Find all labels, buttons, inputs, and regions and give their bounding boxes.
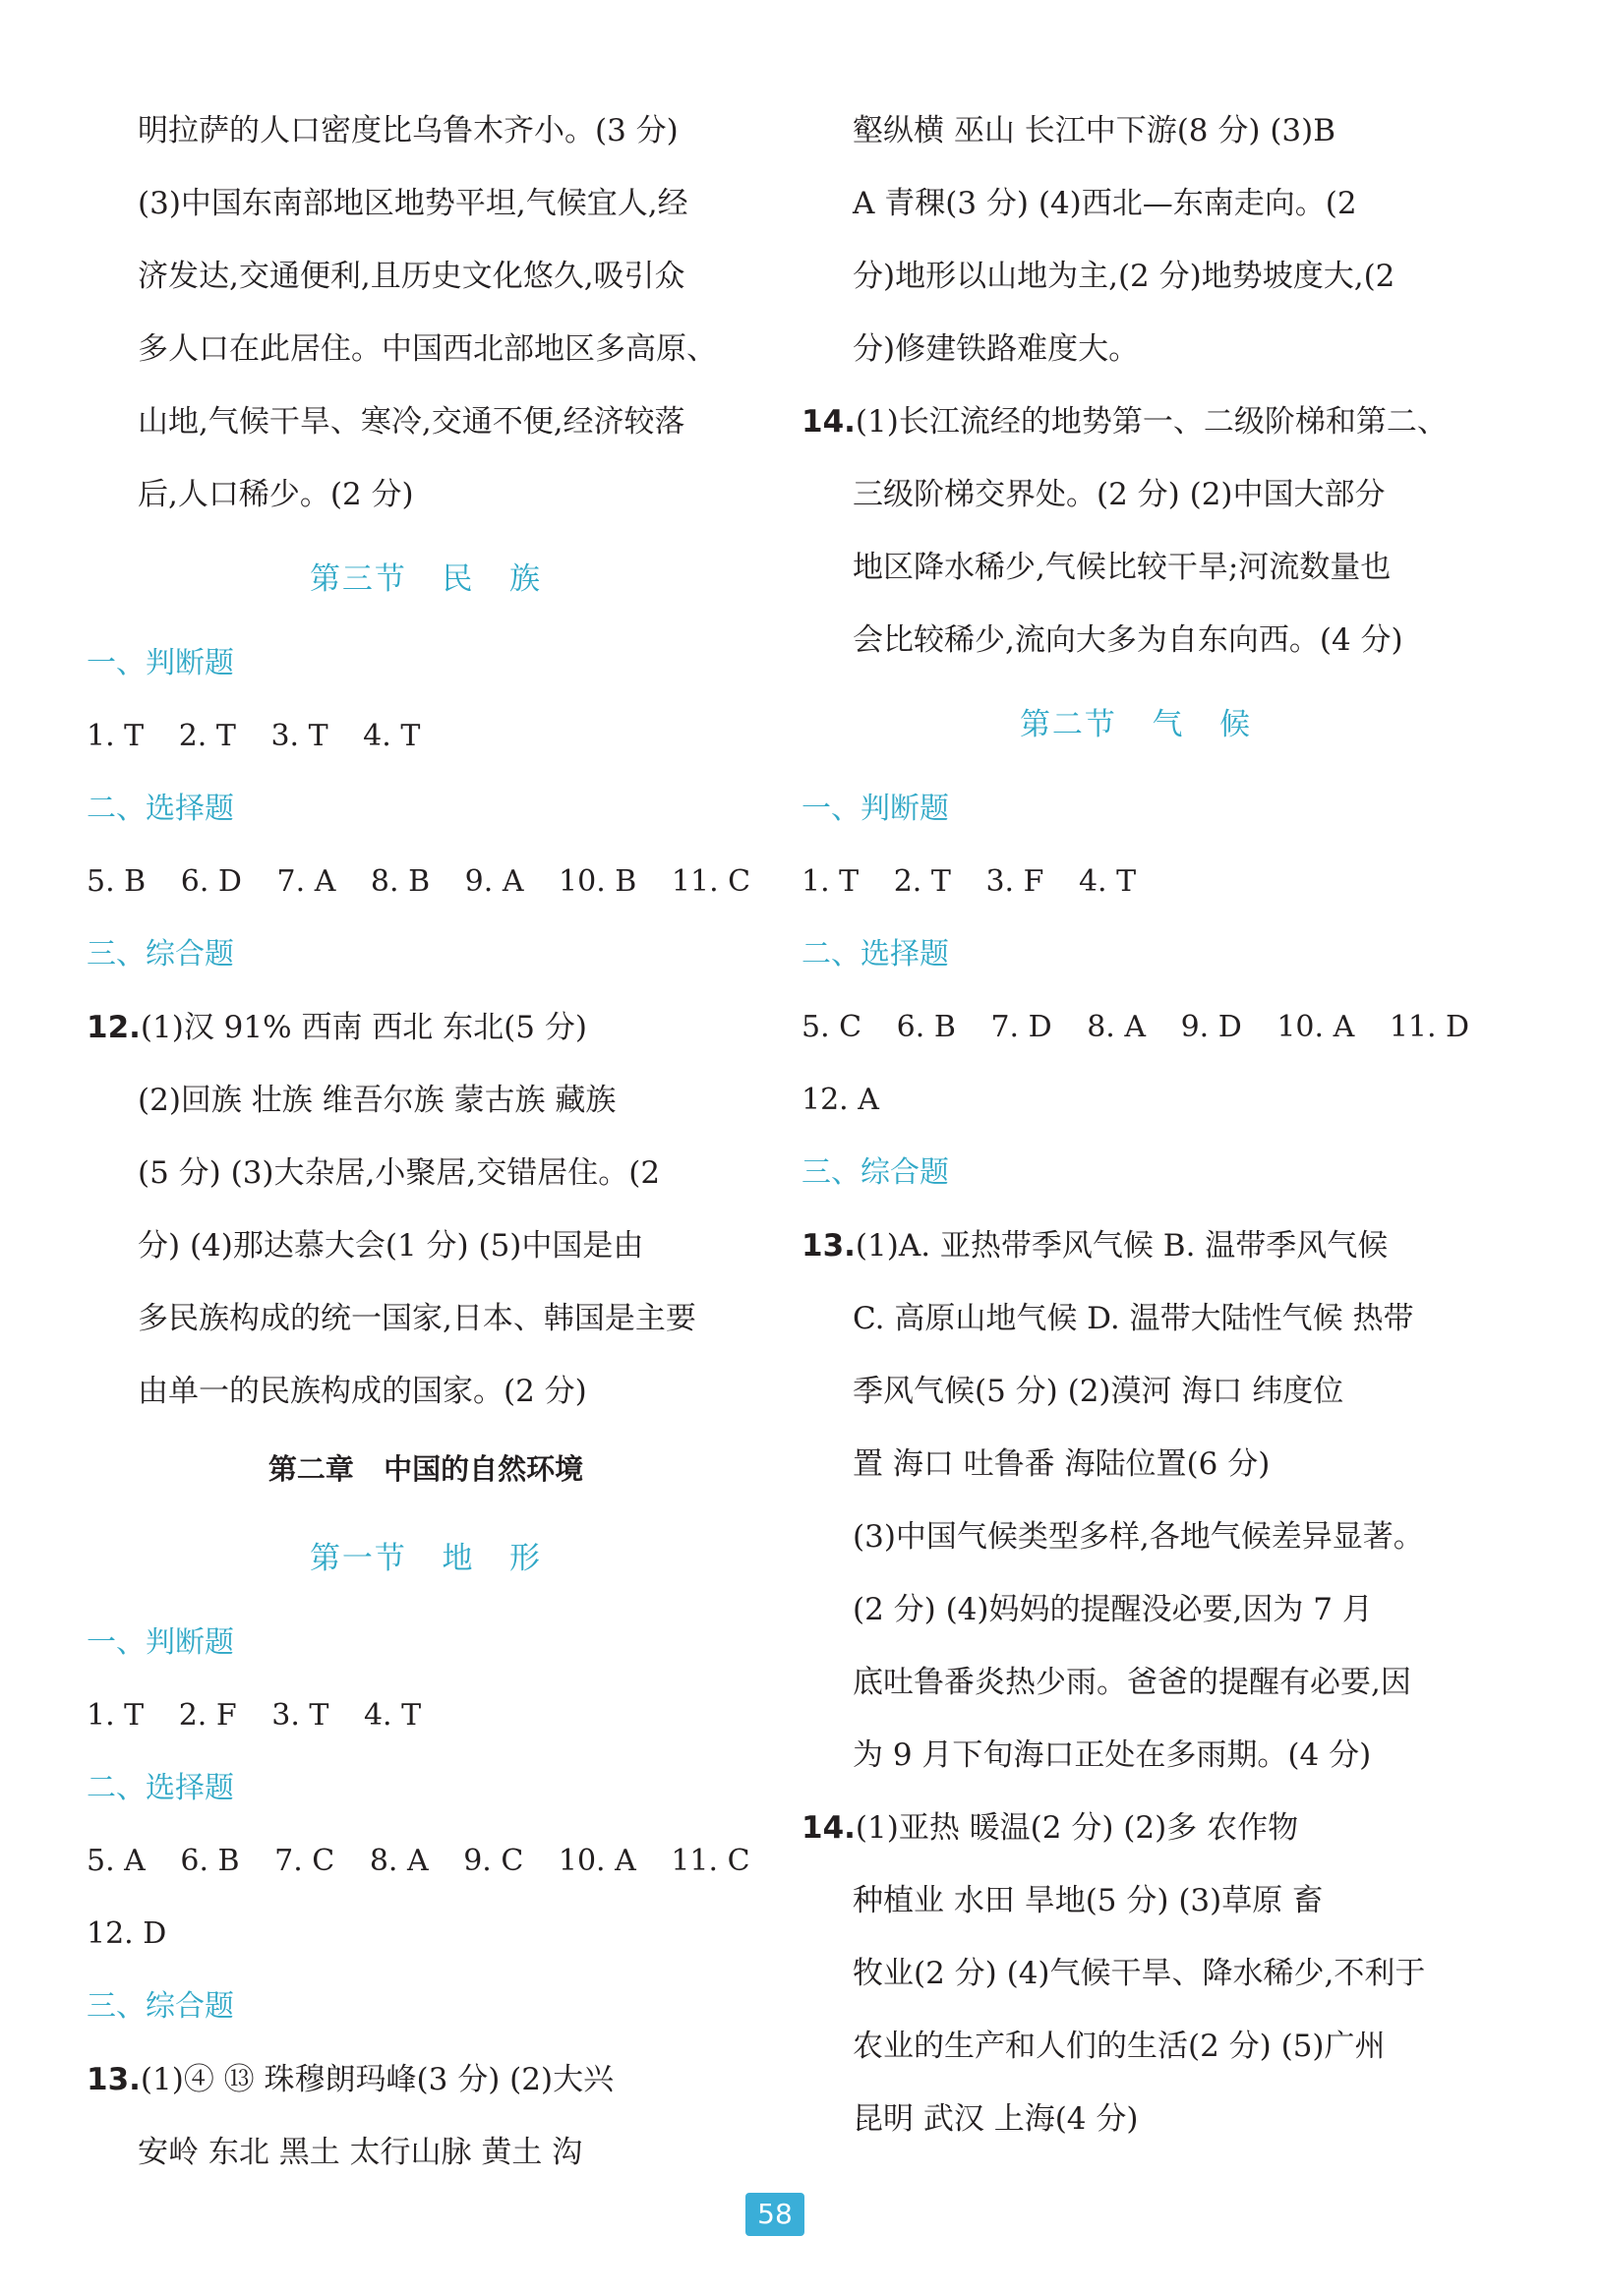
text-line: 置 海口 吐鲁番 海陆位置(6 分): [853, 1446, 1271, 1482]
text-line: (5 分) (3)大杂居,小聚居,交错居住。(2: [138, 1155, 661, 1191]
text-line: 后,人口稀少。(2 分): [138, 477, 414, 512]
question-number: 12.: [87, 1010, 141, 1045]
comprehensive-heading: 三、综合题: [801, 1155, 949, 1190]
text-line: (2 分) (4)妈妈的提醒没必要,因为 7 月: [853, 1592, 1373, 1627]
answer-item: 11. D: [1389, 1010, 1470, 1044]
text-line: 分)修建铁路难度大。: [853, 331, 1140, 367]
text-line: 分)地形以山地为主,(2 分)地势坡度大,(2: [853, 259, 1395, 294]
question-number: 13.: [87, 2062, 141, 2097]
answer-item: 9. C: [463, 1844, 524, 1878]
answer-item: 6. B: [180, 1844, 240, 1878]
answer-item: 2. F: [178, 1698, 237, 1733]
text-line: 农业的生产和人们的生活(2 分) (5)广州: [853, 2029, 1386, 2064]
text-line: 季风气候(5 分) (2)漠河 海口 纬度位: [853, 1374, 1344, 1409]
answer-item: 2. T: [893, 864, 951, 899]
text-line: 种植业 水田 旱地(5 分) (3)草原 畜: [853, 1883, 1324, 1918]
question-14-line: [801, 1792, 1470, 1864]
answer-item: 5. A: [87, 1844, 146, 1878]
answer-item: 1. T: [87, 719, 145, 753]
answer-item: 3. T: [271, 1698, 329, 1733]
choice-heading: 二、选择题: [801, 937, 949, 971]
answer-row: [801, 991, 1470, 1064]
answer-item: 3. T: [270, 719, 328, 753]
answer-row: [801, 1064, 1470, 1137]
text-line: 济发达,交通便利,且历史文化悠久,吸引众: [138, 259, 685, 294]
answer-item: 10. A: [1276, 1010, 1355, 1044]
answer-item: 7. A: [276, 864, 336, 899]
question-13-line: [801, 1209, 1470, 1282]
answer-item: 3. F: [985, 864, 1044, 899]
text-line: 安岭 东北 黑土 太行山脉 黄土 沟: [138, 2135, 583, 2170]
answer-row: [87, 1898, 765, 1971]
choice-heading: 二、选择题: [87, 792, 234, 826]
text-line: 三级阶梯交界处。(2 分) (2)中国大部分: [853, 477, 1386, 512]
answer-item: 4. T: [1078, 864, 1137, 899]
answer-item: 8. A: [1087, 1010, 1147, 1044]
answer-item: 10. B: [559, 864, 637, 899]
answer-item: 8. B: [370, 864, 431, 899]
text-line: 多人口在此居住。中国西北部地区多高原、: [138, 331, 717, 367]
question-12-line: [87, 991, 765, 1064]
section-title-terrain: 第一节 地 形: [309, 1541, 543, 1576]
question-number: 13.: [801, 1228, 856, 1264]
text-line: (2)回族 壮族 维吾尔族 蒙古族 藏族: [138, 1083, 617, 1118]
question-text: (1)长江流经的地势第一、二级阶梯和第二、: [855, 404, 1448, 440]
answer-item: 2. T: [178, 719, 236, 753]
question-13-line: [87, 2043, 765, 2116]
answer-row: [87, 1825, 765, 1898]
text-line: (3)中国东南部地区地势平坦,气候宜人,经: [138, 186, 688, 221]
answer-item: 11. C: [671, 864, 751, 899]
text-line: 会比较稀少,流向大多为自东向西。(4 分): [853, 622, 1403, 658]
answer-item: 10. A: [558, 1844, 636, 1878]
answer-item: 4. T: [363, 719, 421, 753]
answer-item: 7. C: [274, 1844, 335, 1878]
text-line: 牧业(2 分) (4)气候干旱、降水稀少,不利于: [853, 1956, 1426, 1991]
comprehensive-heading: 三、综合题: [87, 1989, 234, 2024]
text-line: 底吐鲁番炎热少雨。爸爸的提醒有必要,因: [853, 1665, 1411, 1700]
chapter-title: 第二章 中国的自然环境: [267, 1452, 584, 1486]
choice-heading: 二、选择题: [87, 1771, 234, 1805]
judge-heading: 一、判断题: [87, 1625, 234, 1660]
answer-item: 1. T: [801, 864, 860, 899]
question-text: (1)亚热 暖温(2 分) (2)多 农作物: [855, 1810, 1299, 1846]
section-title-climate: 第二节 气 候: [1019, 707, 1253, 742]
text-line: 多民族构成的统一国家,日本、韩国是主要: [138, 1301, 696, 1336]
answer-item: 11. C: [671, 1844, 750, 1878]
question-number: 14.: [801, 404, 856, 440]
text-line: 由单一的民族构成的国家。(2 分): [138, 1374, 587, 1409]
answer-item: 4. T: [363, 1698, 422, 1733]
section-title-ethnic: 第三节 民 族: [309, 561, 543, 597]
judge-heading: 一、判断题: [87, 646, 234, 680]
answer-item: 12. A: [801, 1083, 879, 1117]
answer-item: 6. D: [180, 864, 242, 899]
answer-item: 9. A: [464, 864, 524, 899]
answer-row: [87, 1679, 765, 1752]
answer-row: [801, 846, 1470, 918]
question-14-line: [801, 385, 1470, 458]
judge-heading: 一、判断题: [801, 792, 949, 826]
answer-item: 5. C: [801, 1010, 862, 1044]
text-line: (3)中国气候类型多样,各地气候差异显著。: [853, 1519, 1424, 1555]
answer-item: 5. B: [87, 864, 147, 899]
text-line: 分) (4)那达慕大会(1 分) (5)中国是由: [138, 1228, 644, 1264]
answer-item: 6. B: [896, 1010, 956, 1044]
question-text: (1)A. 亚热带季风气候 B. 温带季风气候: [855, 1228, 1389, 1264]
answer-item: 1. T: [87, 1698, 145, 1733]
text-line: 山地,气候干旱、寒冷,交通不便,经济较落: [138, 404, 685, 440]
answer-item: 8. A: [369, 1844, 429, 1878]
answer-item: 12. D: [87, 1916, 167, 1951]
text-line: 昆明 武汉 上海(4 分): [853, 2101, 1139, 2137]
answer-row: [87, 846, 765, 918]
answer-row: [87, 700, 765, 773]
left-column: [87, 94, 765, 2189]
text-line: 明拉萨的人口密度比乌鲁木齐小。(3 分): [138, 113, 679, 148]
question-text: (1)④ ⑬ 珠穆朗玛峰(3 分) (2)大兴: [140, 2062, 615, 2097]
text-line: 地区降水稀少,气候比较干旱;河流数量也: [853, 550, 1392, 585]
answer-item: 9. D: [1180, 1010, 1242, 1044]
text-line: 壑纵横 巫山 长江中下游(8 分) (3)B: [853, 113, 1336, 148]
question-number: 14.: [801, 1810, 856, 1846]
answer-item: 7. D: [990, 1010, 1052, 1044]
text-line: C. 高原山地气候 D. 温带大陆性气候 热带: [853, 1301, 1414, 1336]
text-line: A 青稞(3 分) (4)西北—东南走向。(2: [853, 186, 1357, 221]
right-column: [801, 94, 1470, 2155]
question-text: (1)汉 91% 西南 西北 东北(5 分): [140, 1010, 587, 1045]
text-line: 为 9 月下旬海口正处在多雨期。(4 分): [853, 1737, 1372, 1773]
comprehensive-heading: 三、综合题: [87, 937, 234, 971]
page-number: 58: [745, 2193, 804, 2236]
